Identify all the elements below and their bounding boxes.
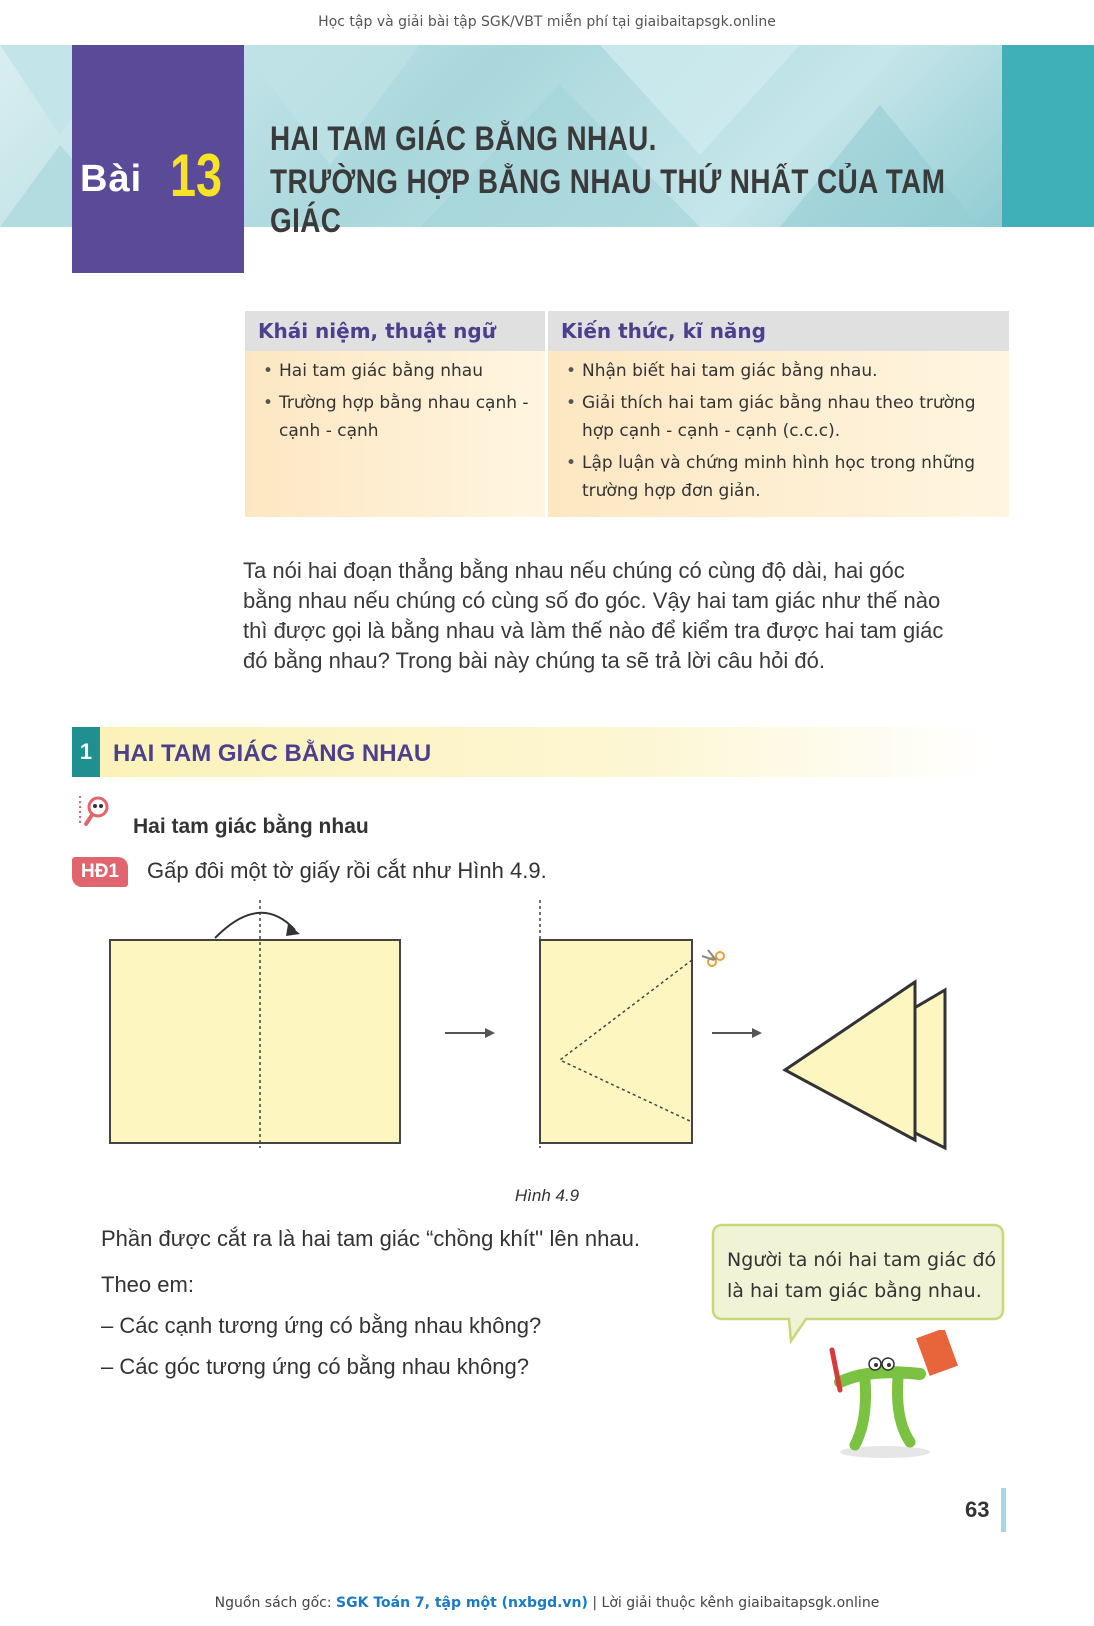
magnifier-icon <box>78 794 112 828</box>
figure-caption: Hình 4.9 <box>514 1186 580 1205</box>
body-line: Phần được cắt ra là hai tam giác “chồng khít'' lên nhau. <box>101 1226 640 1251</box>
triangle-front <box>785 982 915 1140</box>
paper-sheet <box>110 940 400 1143</box>
fold-arrow-icon <box>215 913 295 938</box>
speech-bubble-text <box>727 1245 997 1307</box>
footer <box>0 1595 1094 1611</box>
page-number-bar <box>1001 1488 1006 1532</box>
intro-line: bằng nhau nếu chúng có cùng số đo góc. Vậy hai tam giác như thế nào <box>243 588 941 613</box>
footer-suffix: | Lời giải thuộc kênh giaibaitapsgk.online <box>587 1595 880 1611</box>
body-line: Theo em: <box>101 1272 194 1297</box>
skills-column <box>548 311 1009 517</box>
intro-line: Ta nói hai đoạn thẳng bằng nhau nếu chúng có cùng độ dài, hai góc <box>243 558 905 583</box>
lesson-title-line1: HAI TAM GIÁC BẰNG NHAU. <box>270 120 657 158</box>
activity-badge: HĐ1 <box>72 857 128 887</box>
skill-item: • Giải thích hai tam giác bằng nhau theo trường hợp cạnh - cạnh - cạnh (c.c.c). <box>566 389 997 445</box>
activity-text: Gấp đôi một tờ giấy rồi cắt như Hình 4.9. <box>147 858 547 883</box>
explore-title: Hai tam giác bằng nhau <box>133 815 369 838</box>
body-line: – Các cạnh tương ứng có bằng nhau không? <box>101 1313 542 1338</box>
skills-list <box>548 351 1009 517</box>
concept-item: • Trường hợp bằng nhau cạnh - cạnh - cạnh <box>263 389 533 445</box>
skill-item: • Lập luận và chứng minh hình học trong những trường hợp đơn giản. <box>566 449 997 505</box>
ribbon-tip <box>72 225 244 275</box>
bubble-line: là hai tam giác bằng nhau. <box>727 1280 982 1302</box>
lesson-title-line2: TRƯỜNG HỢP BẰNG NHAU THỨ NHẤT CỦA TAM GIÁC <box>270 163 946 240</box>
scissors-icon <box>702 950 724 966</box>
concept-item: • Hai tam giác bằng nhau <box>263 357 533 385</box>
folded-paper <box>540 940 692 1143</box>
figure-4-9 <box>100 900 1000 1180</box>
lesson-number: 13 <box>170 142 223 209</box>
page-number: 63 <box>965 1497 990 1522</box>
pi-mascot-icon <box>810 1330 960 1460</box>
concepts-header: Khái niệm, thuật ngữ <box>245 311 545 351</box>
intro-line: thì được gọi là bằng nhau và làm thế nào để kiểm tra được hai tam giác <box>243 618 944 643</box>
footer-prefix: Nguồn sách gốc: <box>214 1595 337 1611</box>
lesson-word: Bài <box>80 158 143 200</box>
skills-header: Kiến thức, kĩ năng <box>548 311 1009 351</box>
section-number: 1 <box>72 727 100 777</box>
intro-line: đó bằng nhau? Trong bài này chúng ta sẽ trả lời câu hỏi đó. <box>243 648 825 673</box>
section-title: HAI TAM GIÁC BẰNG NHAU <box>113 740 432 767</box>
top-note: Học tập và giải bài tập SGK/VBT miễn phí tại giaibaitapsgk.online <box>318 14 776 30</box>
footer-source-link[interactable]: SGK Toán 7, tập một (nxbgd.vn) <box>336 1595 588 1611</box>
knowledge-table <box>245 311 1009 517</box>
bubble-line: Người ta nói hai tam giác đó <box>727 1249 997 1271</box>
concepts-column <box>245 311 545 517</box>
banner-edge <box>1002 45 1094 227</box>
concepts-list <box>245 351 545 517</box>
body-line: – Các góc tương ứng có bằng nhau không? <box>101 1354 529 1379</box>
skill-item: • Nhận biết hai tam giác bằng nhau. <box>566 357 997 385</box>
